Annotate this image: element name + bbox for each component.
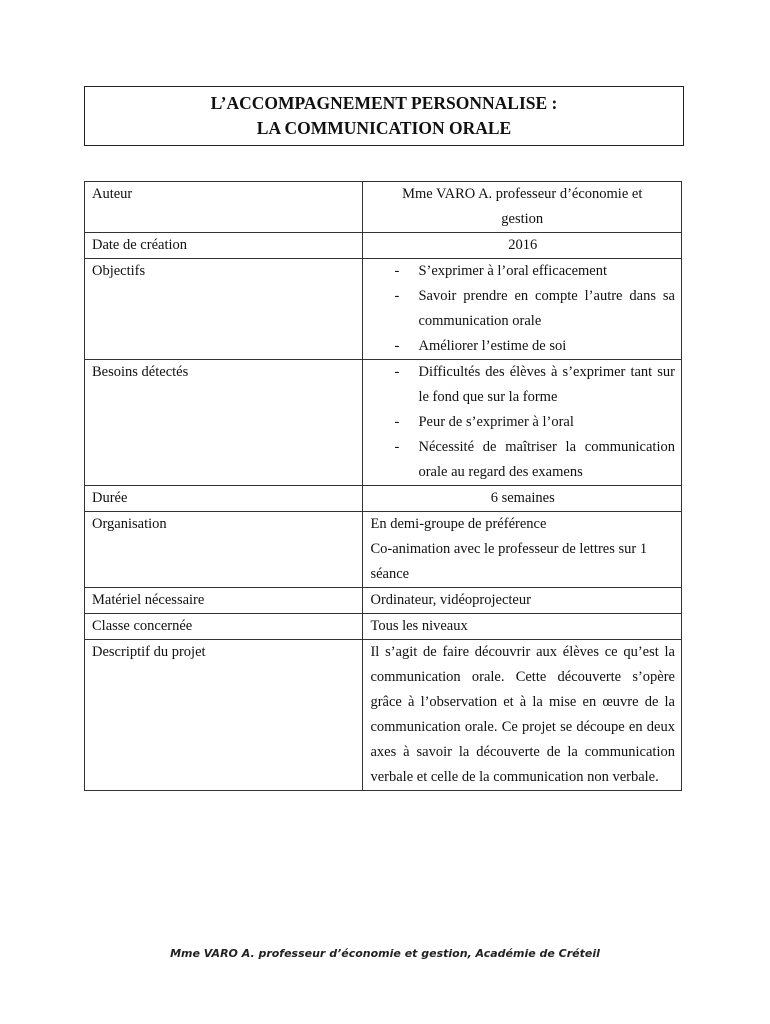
list-item-text: Difficultés des élèves à s’exprimer tant sur le fond que sur la forme (418, 364, 675, 405)
dash-bullet: - (394, 338, 400, 354)
project-sheet-table (84, 181, 682, 791)
dash-bullet: - (394, 414, 400, 430)
row-label: Classe concernée (85, 614, 363, 640)
row-value (363, 512, 682, 588)
besoins-list (370, 360, 675, 485)
table-row-objectifs (85, 259, 682, 360)
list-item-text: Savoir prendre en compte l’autre dans sa communication orale (418, 288, 675, 329)
row-value: Tous les niveaux (363, 614, 682, 640)
organisation-line-2: Co-animation avec le professeur de lettres sur 1 séance (370, 541, 648, 582)
list-item (370, 284, 675, 334)
list-item-text: Améliorer l’estime de soi (418, 338, 567, 354)
list-item (370, 259, 675, 284)
row-value (363, 259, 682, 360)
table-row-date (85, 233, 682, 259)
table-row-auteur (85, 182, 682, 233)
row-value: 6 semaines (363, 486, 682, 512)
row-label: Organisation (85, 512, 363, 588)
row-value (363, 360, 682, 486)
row-label: Descriptif du projet (85, 640, 363, 791)
list-item (370, 360, 675, 410)
table-row-duree (85, 486, 682, 512)
row-value: Mme VARO A. professeur d’économie et gestion (363, 182, 682, 233)
row-label: Objectifs (85, 259, 363, 360)
row-label: Auteur (85, 182, 363, 233)
list-item (370, 334, 675, 359)
table-row-descriptif (85, 640, 682, 791)
row-value: Il s’agit de faire découvrir aux élèves ce qu’est la communication orale. Cette découverte s’opère grâce à l’observation et à la mise en œuvre de la communication orale. Ce projet se découpe en deux axes à savoir la découverte de la communication verbale et celle de la communication non verbale. (363, 640, 682, 791)
list-item-text: S’exprimer à l’oral efficacement (418, 263, 608, 279)
dash-bullet: - (394, 439, 400, 455)
title-line-1: L’ACCOMPAGNEMENT PERSONNALISE : (210, 93, 558, 113)
table-row-classe (85, 614, 682, 640)
dash-bullet: - (394, 263, 400, 279)
row-value: 2016 (363, 233, 682, 259)
table-row-besoins (85, 360, 682, 486)
row-label: Durée (85, 486, 363, 512)
document-title-box (84, 86, 684, 146)
objectifs-list (370, 259, 675, 359)
organisation-line-1: En demi-groupe de préférence (370, 516, 547, 532)
list-item-text: Nécessité de maîtriser la communication orale au regard des examens (418, 439, 675, 480)
page-footer: Mme VARO A. professeur d’économie et gestion, Académie de Créteil (170, 947, 600, 960)
row-label: Matériel nécessaire (85, 588, 363, 614)
table-row-organisation (85, 512, 682, 588)
list-item-text: Peur de s’exprimer à l’oral (418, 414, 574, 430)
row-label: Date de création (85, 233, 363, 259)
dash-bullet: - (394, 364, 400, 380)
table-row-materiel (85, 588, 682, 614)
list-item (370, 435, 675, 485)
row-value: Ordinateur, vidéoprojecteur (363, 588, 682, 614)
list-item (370, 410, 675, 435)
row-label: Besoins détectés (85, 360, 363, 486)
title-line-2: LA COMMUNICATION ORALE (256, 118, 512, 138)
dash-bullet: - (394, 288, 400, 304)
